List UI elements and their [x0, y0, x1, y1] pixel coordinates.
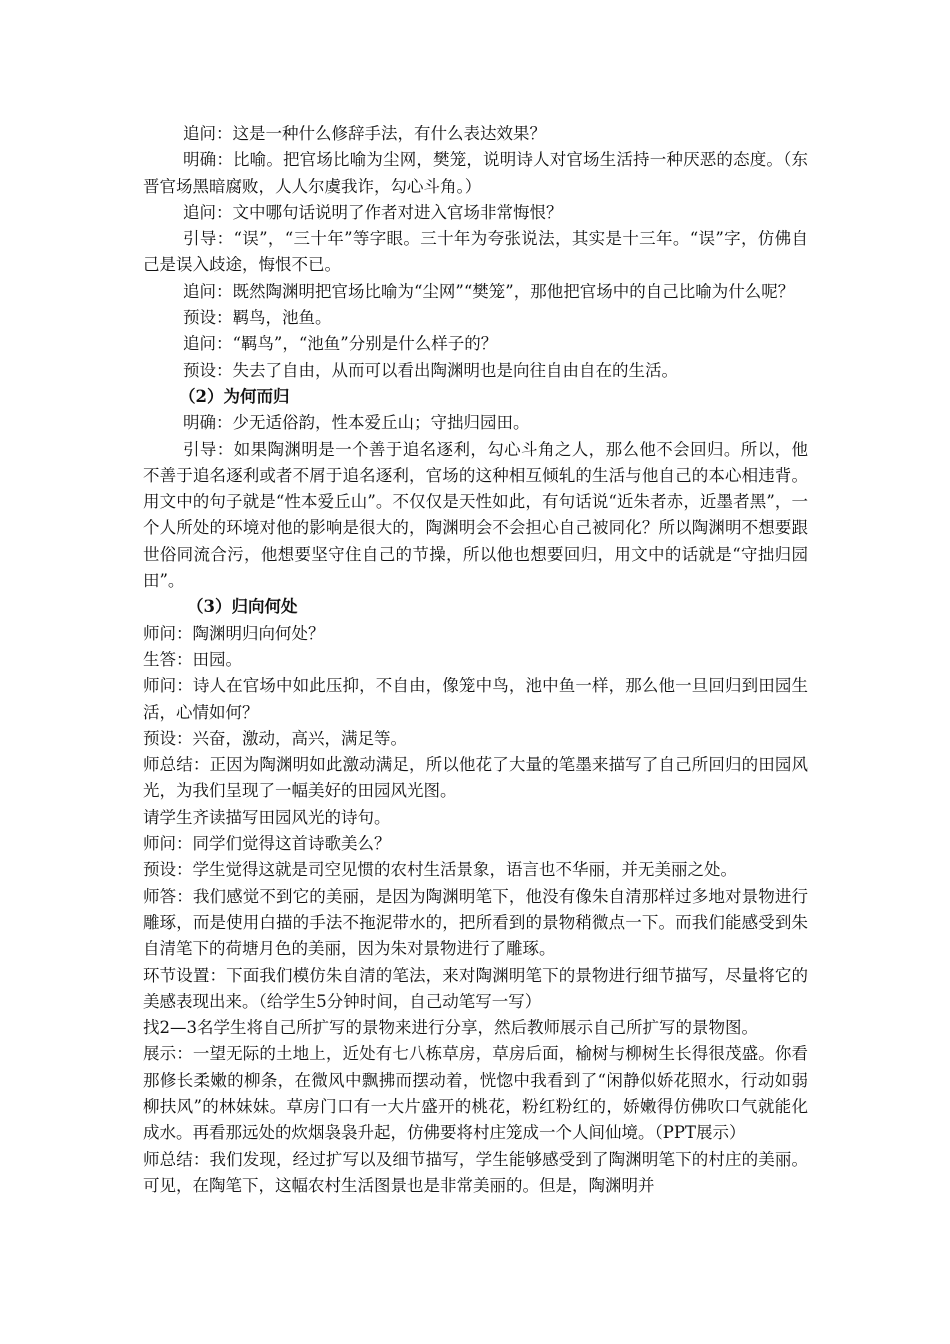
paragraph: 师问：诗人在官场中如此压抑，不自由，像笼中鸟，池中鱼一样，那么他一旦回归到田园生活，心情如何？	[143, 676, 808, 722]
paragraph: 明确：少无适俗韵，性本爱丘山；守拙归园田。	[183, 413, 530, 433]
paragraph: 展示：一望无际的土地上，近处有七八栋草房，草房后面，榆树与柳树生长得很茂盛。你看那修长柔嫩的柳条，在微风中飘拂而摆动着，恍惚中我看到了“闲静似娇花照水，行动如弱柳扶风”的林妹妹。草房门口有一大片盛开的桃花，粉红粉红的，娇嫩得仿佛吹口气就能化成水。再看那远处的炊烟袅袅升起，仿佛要将村庄笼成一个人间仙境。（PPT展示）	[143, 1044, 808, 1143]
paragraph: 环节设置：下面我们模仿朱自清的笔法，来对陶渊明笔下的景物进行细节描写，尽量将它的美感表现出来。（给学生5分钟时间，自己动笔写一写）	[143, 965, 808, 1011]
section-heading: （3）归向何处	[187, 597, 298, 617]
paragraph: 追问：这是一种什么修辞手法，有什么表达效果？	[183, 124, 546, 143]
paragraph: 追问：“羁鸟”，“池鱼”分别是什么样子的？	[183, 334, 498, 354]
paragraph: 请学生齐读描写田园风光的诗句。	[143, 807, 391, 827]
paragraph: 师问：同学们觉得这首诗歌美么？	[143, 834, 391, 854]
paragraph: 师总结：正因为陶渊明如此激动满足，所以他花了大量的笔墨来描写了自己所回归的田园风光，为我们呈现了一幅美好的田园风光图。	[143, 755, 808, 801]
document-body	[143, 121, 808, 1199]
paragraph: 预设：失去了自由，从而可以看出陶渊明也是向往自由自在的生活。	[183, 360, 678, 380]
section-heading: （2）为何而归	[179, 386, 290, 406]
paragraph: 师总结：我们发现，经过扩写以及细节描写，学生能够感受到了陶渊明笔下的村庄的美丽。可见，在陶笔下，这幅农村生活图景也是非常美丽的。但是，陶渊明并	[143, 1149, 808, 1195]
paragraph: 预设：羁鸟，池鱼。	[183, 308, 332, 328]
paragraph: 找2—3名学生将自己所扩写的景物来进行分享，然后教师展示自己所扩写的景物图。	[143, 1018, 758, 1038]
paragraph: 引导：如果陶渊明是一个善于追名逐利，勾心斗角之人，那么他不会回归。所以，他不善于追名逐利或者不屑于追名逐利，官场的这种相互倾轧的生活与他自己的本心相违背。用文中的句子就是“性本爱丘山”。不仅仅是天性如此，有句话说“近朱者赤，近墨者黑”，一个人所处的环境对他的影响是很大的，陶渊明会不会担心自己被同化？所以陶渊明不想要跟世俗同流合污，他想要坚守住自己的节操，所以他也想要回归，用文中的话就是“守拙归园田”。	[143, 439, 808, 591]
paragraph: 预设：学生觉得这就是司空见惯的农村生活景象，语言也不华丽，并无美丽之处。	[143, 860, 737, 880]
paragraph: 生答：田园。	[143, 649, 242, 669]
paragraph: 明确：比喻。把官场比喻为尘网，樊笼，说明诗人对官场生活持一种厌恶的态度。（东晋官场黑暗腐败，人人尔虞我诈，勾心斗角。）	[143, 150, 808, 196]
paragraph: 追问：文中哪句话说明了作者对进入官场非常悔恨？	[183, 202, 563, 222]
paragraph: 预设：兴奋，激动，高兴，满足等。	[143, 728, 407, 748]
paragraph: 引导：“误”，“三十年”等字眼。三十年为夸张说法，其实是十三年。“误”字，仿佛自己是误入歧途，悔恨不已。	[143, 229, 808, 275]
paragraph: 师问：陶渊明归向何处？	[143, 623, 325, 643]
paragraph: 师答：我们感觉不到它的美丽，是因为陶渊明笔下，他没有像朱自清那样过多地对景物进行雕琢，而是使用白描的手法不拖泥带水的，把所看到的景物稍微点一下。而我们能感受到朱自清笔下的荷塘月色的美丽，因为朱对景物进行了雕琢。	[143, 886, 808, 959]
paragraph: 追问：既然陶渊明把官场比喻为“尘网”“樊笼”，那他把官场中的自己比喻为什么呢？	[183, 281, 795, 301]
